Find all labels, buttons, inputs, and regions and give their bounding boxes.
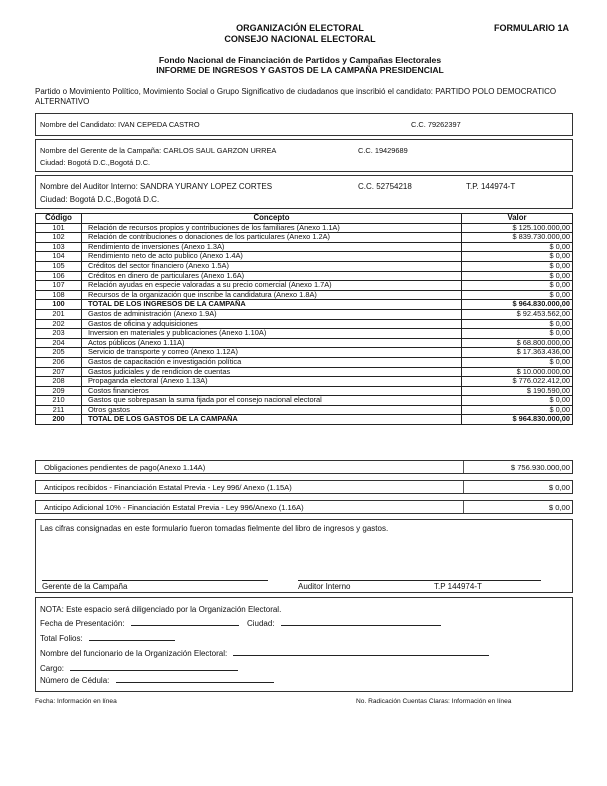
fund-title: Fondo Nacional de Financiación de Partidos y Campañas Electorales [158,55,442,65]
expense-total-row [36,415,573,425]
cargo-blank[interactable] [70,670,238,671]
row-value: $ 0,00 [462,271,573,281]
table-row [36,329,573,339]
table-header-row [36,214,573,224]
auditor-cc: C.C. 52754218 [358,182,412,191]
fecha-presentacion-blank[interactable] [131,625,239,626]
row-code: 105 [36,261,82,271]
col-header-value: Valor [462,214,573,224]
row-value: $ 776.022.412,00 [462,377,573,387]
row-value: $ 0,00 [462,290,573,300]
row-code: 108 [36,290,82,300]
party-text: Partido o Movimiento Político, Movimiento Social o Grupo Significativo de ciudadanos que inscribió el candidato: PARTIDO POLO DEMOCRATICO ALTERNATIVO [35,87,557,106]
row-concept: Inversion en materiales y publicaciones (Anexo 1.10A) [82,329,462,339]
row-label: Anticipos recibidos - Financiación Estatal Previa - Ley 996/ Anexo (1.15A) [44,483,292,492]
row-code: 201 [36,309,82,319]
row-value: $ 0,00 [462,261,573,271]
pending-obligations-row [35,460,573,474]
row-value: $ 0,00 [462,242,573,252]
additional-advance-row [35,500,573,514]
row-code: 202 [36,319,82,329]
auditor-tp: T.P. 144974-T [466,182,516,191]
table-row [36,309,573,319]
report-title: INFORME DE INGRESOS Y GASTOS DE LA CAMPAÑA PRESIDENCIAL [156,65,444,75]
footer-radicacion: No. Radicación Cuentas Claras: Información en línea [356,698,512,705]
manager-cc: C.C. 19429689 [358,146,408,155]
row-concept: Relación ayudas en especie valoradas a su precio comercial (Anexo 1.7A) [82,281,462,291]
row-value: $ 0,00 [548,503,570,512]
row-concept: Gastos que sobrepasan la suma fijada por el consejo nacional electoral [82,396,462,406]
row-concept: Costos financieros [82,386,462,396]
row-concept: Gastos judiciales y de rendicion de cuentas [82,367,462,377]
table-row [36,281,573,291]
row-concept: Servicio de transporte y correo (Anexo 1.12A) [82,348,462,358]
row-concept: Gastos de oficina y adquisiciones [82,319,462,329]
row-code: 107 [36,281,82,291]
cedula-blank[interactable] [116,682,274,683]
funcionario-label: Nombre del funcionario de la Organización Electoral: [40,649,228,658]
row-code: 106 [36,271,82,281]
certification-box [35,519,573,593]
ciudad-label: Ciudad: [246,619,275,628]
total-folios-label: Total Folios: [40,634,83,643]
row-concept: Propaganda electoral (Anexo 1.13A) [82,377,462,387]
row-value: $ 17.363.436,00 [462,348,573,358]
row-value: $ 964.830.000,00 [462,415,573,425]
row-concept: TOTAL DE LOS GASTOS DE LA CAMPAÑA [82,415,462,425]
row-concept: Gastos de administración (Anexo 1.9A) [82,309,462,319]
row-concept: Rendimiento neto de acto publico (Anexo 1.4A) [82,252,462,262]
row-code: 211 [36,405,82,415]
total-folios-field[interactable] [40,634,175,643]
cargo-field[interactable] [40,664,238,673]
row-concept: Relación de recursos propios y contribuciones de los familiares (Anexo 1.1A) [82,223,462,233]
row-code: 207 [36,367,82,377]
divider [463,501,464,513]
candidate-cc: C.C. 79262397 [411,120,461,129]
auditor-city: Ciudad: Bogotá D.C.,Bogotá D.C. [40,195,160,204]
row-code: 200 [36,415,82,425]
row-concept: Relación de contribuciones o donaciones de los particulares (Anexo 1.2A) [82,233,462,243]
row-concept: Créditos en dinero de particulares (Anexo 1.6A) [82,271,462,281]
row-value: $ 0,00 [462,252,573,262]
row-value: $ 68.800.000,00 [462,338,573,348]
row-value: $ 839.730.000,00 [462,233,573,243]
manager-name: Nombre del Gerente de la Campaña: CARLOS SAUL GARZON URREA [40,146,277,155]
row-code: 203 [36,329,82,339]
row-value: $ 0,00 [462,281,573,291]
council-title: CONSEJO NACIONAL ELECTORAL [224,34,376,44]
row-concept: Recursos de la organización que inscribe la candidatura (Anexo 1.8A) [82,290,462,300]
row-value: $ 964.830.000,00 [462,300,573,310]
row-concept: Rendimiento de inversiones (Anexo 1.3A) [82,242,462,252]
row-code: 204 [36,338,82,348]
col-header-concept: Concepto [82,214,462,224]
row-code: 102 [36,233,82,243]
table-row [36,348,573,358]
divider [463,481,464,493]
manager-signature-label: Gerente de la Campaña [42,582,128,591]
footer-date: Fecha: Información en línea [35,698,117,705]
funcionario-field[interactable] [40,649,489,658]
row-concept: Créditos del sector financiero (Anexo 1.5A) [82,261,462,271]
row-code: 206 [36,357,82,367]
auditor-signature-tp: T.P 144974-T [434,582,482,591]
funcionario-blank[interactable] [233,655,489,656]
fecha-presentacion-label: Fecha de Presentación: [40,619,125,628]
note-title: NOTA: Este espacio será diligenciado por la Organización Electoral. [40,605,282,614]
row-value: $ 0,00 [462,357,573,367]
row-value: $ 92.453.562,00 [462,309,573,319]
candidate-name: Nombre del Candidato: IVAN CEPEDA CASTRO [40,120,200,129]
cargo-label: Cargo: [40,664,65,673]
auditor-box [35,175,573,209]
ciudad-blank[interactable] [281,625,441,626]
row-code: 210 [36,396,82,406]
auditor-name: Nombre del Auditor Interno: SANDRA YURANY LOPEZ CORTES [40,182,273,191]
row-code: 101 [36,223,82,233]
fecha-presentacion-field[interactable] [40,619,441,628]
org-title: ORGANIZACIÓN ELECTORAL [236,23,364,33]
table-row [36,261,573,271]
row-label: Obligaciones pendientes de pago(Anexo 1.14A) [44,463,206,472]
row-value: $ 0,00 [462,396,573,406]
row-code: 104 [36,252,82,262]
total-folios-blank[interactable] [89,640,175,641]
table-row [36,377,573,387]
manager-signature-line [42,580,268,581]
row-value: $ 0,00 [462,329,573,339]
row-value: $ 756.930.000,00 [510,463,570,472]
cedula-label: Número de Cédula: [40,676,110,685]
certification-statement: Las cifras consignadas en este formulario fueron tomadas fielmente del libro de ingresos y gastos. [40,524,389,533]
manager-box [35,139,573,172]
table-row [36,396,573,406]
row-value: $ 0,00 [462,405,573,415]
row-concept: Gastos de capacitación e investigación política [82,357,462,367]
row-code: 205 [36,348,82,358]
row-concept: TOTAL DE LOS INGRESOS DE LA CAMPAÑA [82,300,462,310]
income-total-row [36,300,573,310]
row-code: 209 [36,386,82,396]
row-code: 100 [36,300,82,310]
row-code: 208 [36,377,82,387]
auditor-signature-label: Auditor Interno [298,582,351,591]
row-label: Anticipo Adicional 10% - Financiación Estatal Previa - Ley 996/Anexo (1.16A) [44,503,304,512]
row-value: $ 10.000.000,00 [462,367,573,377]
auditor-signature-line [298,580,541,581]
form-id: FORMULARIO 1A [494,23,569,33]
candidate-box [35,113,573,136]
table-row [36,233,573,243]
income-expense-table [35,213,573,425]
divider [463,461,464,473]
row-concept: Actos públicos (Anexo 1.11A) [82,338,462,348]
advances-received-row [35,480,573,494]
table-row [36,357,573,367]
manager-city: Ciudad: Bogotá D.C.,Bogotá D.C. [40,158,151,167]
cedula-field[interactable] [40,676,274,685]
row-value: $ 125.100.000,00 [462,223,573,233]
row-code: 103 [36,242,82,252]
row-value: $ 0,00 [462,319,573,329]
col-header-code: Código [36,214,82,224]
row-value: $ 190.590,00 [462,386,573,396]
row-concept: Otros gastos [82,405,462,415]
row-value: $ 0,00 [548,483,570,492]
